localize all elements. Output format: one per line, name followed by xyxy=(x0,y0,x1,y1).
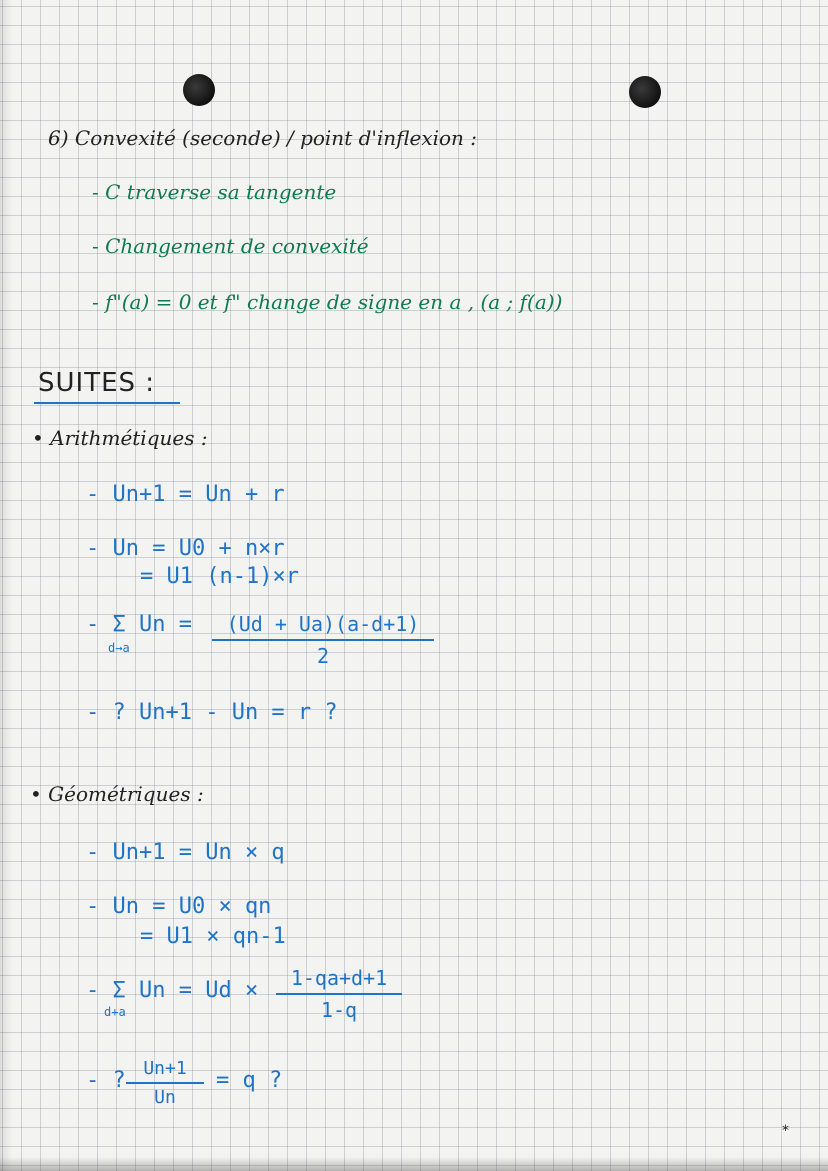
arith-sum-numerator: (Ud + Ua)(a-d+1) xyxy=(226,612,420,636)
convexity-item-1: - C traverse sa tangente xyxy=(92,180,337,204)
arith-formula-recurrence: - Un+1 = Un + r xyxy=(86,482,285,507)
geo-formula-explicit-alt: = U1 × qn-1 xyxy=(140,924,286,949)
page-mark: * xyxy=(782,1123,789,1139)
geo-sum-numerator: 1-qa+d+1 xyxy=(290,966,388,990)
geo-check-suffix: = q ? xyxy=(216,1068,283,1093)
arith-sum-subscript: d→a xyxy=(108,641,130,655)
suites-title-underline xyxy=(34,402,180,404)
geo-label: • Géométriques : xyxy=(30,782,204,806)
geo-check-fraction-bar xyxy=(126,1082,204,1084)
arith-sum-prefix: - Σ Un = xyxy=(86,612,192,637)
geo-check-denominator: Un xyxy=(154,1087,176,1108)
arith-check: - ? Un+1 - Un = r ? xyxy=(86,700,338,725)
arith-sum-denominator: 2 xyxy=(316,644,330,668)
arith-formula-explicit: - Un = U0 + n×r xyxy=(86,536,285,561)
geo-sum-fraction-bar xyxy=(276,993,402,995)
geo-sum-fraction xyxy=(276,966,402,1022)
geo-sum-denominator: 1-q xyxy=(320,998,358,1022)
geo-check-prefix: - ? xyxy=(86,1068,126,1093)
convexity-heading: 6) Convexité (seconde) / point d'inflexion : xyxy=(48,126,478,150)
geo-check-fraction xyxy=(126,1058,204,1108)
page-edge-shadow xyxy=(0,0,12,1171)
geo-formula-explicit: - Un = U0 × qn xyxy=(86,894,272,919)
page-bottom-shadow xyxy=(0,1157,828,1171)
geo-sum-subscript: d+a xyxy=(104,1005,126,1019)
arith-sum-fraction-bar xyxy=(212,639,434,641)
geo-formula-recurrence: - Un+1 = Un × q xyxy=(86,840,285,865)
geo-check-numerator: Un+1 xyxy=(143,1058,187,1079)
punch-hole-right xyxy=(629,76,661,108)
punch-hole-left xyxy=(183,74,215,106)
arith-label: • Arithmétiques : xyxy=(32,426,208,450)
arith-formula-explicit-alt: = U1 (n-1)×r xyxy=(140,564,299,589)
suites-title: SUITES : xyxy=(38,368,156,398)
convexity-item-3: - f"(a) = 0 et f" change de signe en a , (a ; f(a)) xyxy=(92,290,563,314)
geo-sum-prefix: - Σ Un = Ud × xyxy=(86,978,259,1003)
convexity-item-2: - Changement de convexité xyxy=(92,234,369,258)
arith-sum-fraction xyxy=(212,612,434,668)
